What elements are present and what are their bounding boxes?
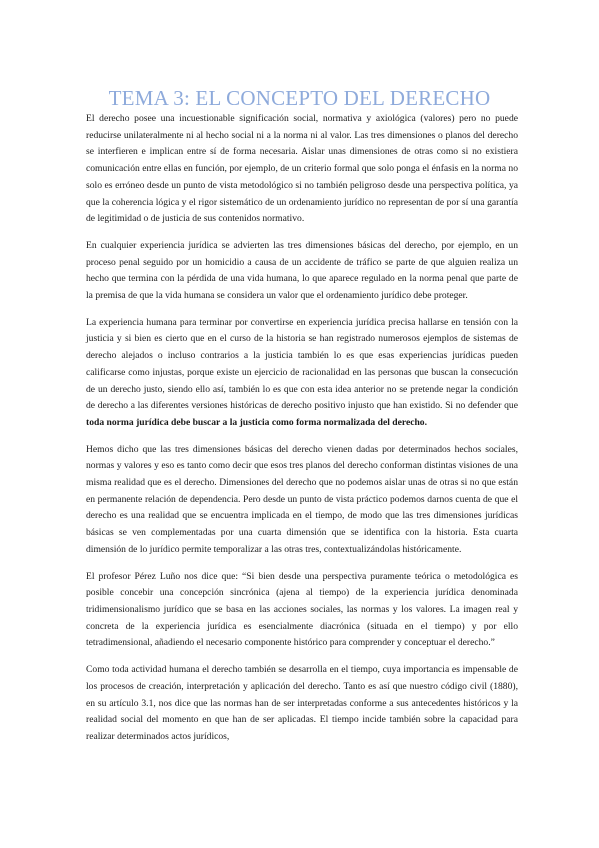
paragraph-4: Hemos dicho que las tres dimensiones básicas del derecho vienen dadas por determinados hechos sociales, normas y valores y eso es tanto como decir que esos tres planos del derecho conforman distintas visiones de una misma realidad que es el derecho. Dimensiones del derecho que no podemos aislar unas de otras si no que están en permanente relación de dependencia. Pero desde un punto de vista práctico podemos darnos cuenta de que el derecho es una realidad que se encuentra implicada en el tiempo, de modo que las tres dimensiones jurídicas básicas se ven complementadas por una cuarta dimensión que se identifica con la historia. Esta cuarta dimensión de lo jurídico permite temporalizar a las otras tres, contextualizándolas históricamente. [86, 443, 518, 555]
paragraph-3 [86, 315, 518, 432]
paragraph-5: El profesor Pérez Luño nos dice que: “Si bien desde una perspectiva puramente teórica o metodológica es posible concebir una concepción sincrónica (ajena al tiempo) de la experiencia jurídica denominada tridimensionalismo jurídico que se basa en las acciones sociales, las normas y los valores. La imagen real y concreta de la experiencia jurídica es esencialmente diacrónica (situada en el tiempo) y por ello tetradimensional, añadiendo el necesario componente histórico para comprender y conceptuar el derecho.” [86, 570, 518, 649]
paragraph-1: El derecho posee una incuestionable significación social, normativa y axiológica (valores) pero no puede reducirse unilateralmente ni al hecho social ni a la norma ni al valor. Las tres dimensiones o planos del derecho se interfieren e implican entre sí de forma necesaria. Aislar unas dimensiones de otras como si no existiera comunicación entre ellas en función, por ejemplo, de un criterio formal que solo ponga el énfasis en la norma no solo es erróneo desde un punto de vista metodológico si no también peligroso desde una perspectiva política, ya que la coherencia lógica y el rigor sistemático de un ordenamiento jurídico no representan de por sí una garantía de legitimidad o de justicia de sus contenidos normativo. [86, 113, 518, 225]
paragraph-2: En cualquier experiencia jurídica se advierten las tres dimensiones básicas del derecho, por ejemplo, en un proceso penal seguido por un homicidio a causa de un accidente de tráfico se parte de que alguien realiza un hecho que termina con la pérdida de una vida humana, lo que aparece regulado en la norma penal que parte de la premisa de que la vida humana se considera un valor que el ordenamiento jurídico debe proteger. [86, 239, 518, 302]
document-body [86, 111, 518, 756]
paragraph-3-text: La experiencia humana para terminar por convertirse en experiencia jurídica precisa hallarse en tensión con la justicia y si bien es cierto que en el curso de la historia se han registrado numerosos ejemplos de sistemas de derecho alejados o incluso contrarios a la justicia también lo es que esas experiencias jurídicas pueden calificarse como injustas, porque existe un ejercicio de racionalidad en las personas que buscan la consecución de un derecho justo, siendo ello así, también lo es que con esta idea anterior no se pretende negar la condición de derecho a las diferentes versiones históricas de derecho positivo injusto que han existido. Si no defender que [86, 316, 518, 412]
paragraph-3-bold-text: toda norma jurídica debe buscar a la justicia como forma normalizada del derecho. [86, 416, 427, 428]
paragraph-6: Como toda actividad humana el derecho también se desarrolla en el tiempo, cuya importancia es impensable de los procesos de creación, interpretación y aplicación del derecho. Tanto es así que nuestro código civil (1880), en su artículo 3.1, nos dice que las normas han de ser interpretadas conforme a sus antecedentes históricos y la realidad social del momento en que han de ser aplicadas. El tiempo incide también sobre la capacidad para realizar determinados actos jurídicos, [86, 664, 518, 742]
page-title: TEMA 3: EL CONCEPTO DEL DERECHO [108, 86, 491, 110]
